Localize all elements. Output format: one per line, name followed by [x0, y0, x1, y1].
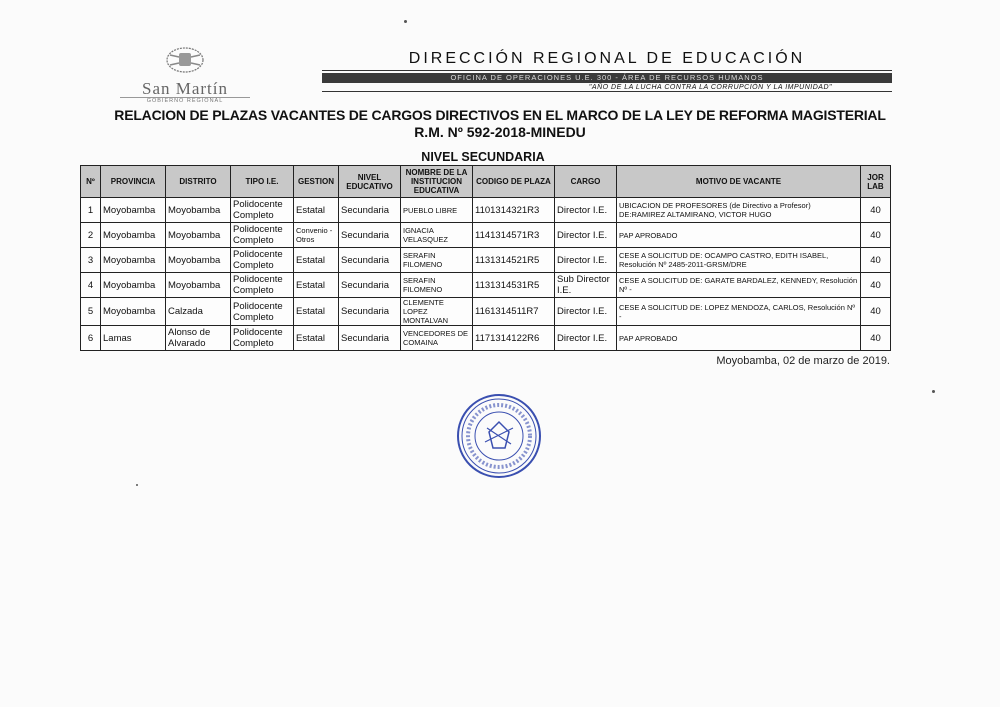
col-school-type-cell: Polidocente Completo	[231, 273, 294, 298]
col-province-cell: Moyobamba	[101, 198, 166, 223]
document-subtitle: R.M. Nº 592-2018-MINEDU	[414, 124, 586, 140]
col-level-cell: Secundaria	[339, 223, 401, 248]
table-row	[81, 248, 891, 273]
vacancies-table	[80, 165, 891, 351]
col-school-type-cell: Polidocente Completo	[231, 223, 294, 248]
col-level-cell: Secundaria	[339, 273, 401, 298]
col-district-header: DISTRITO	[166, 166, 231, 198]
col-school-name-cell: IGNACIA VELASQUEZ	[401, 223, 473, 248]
logo-name: San Martín	[141, 79, 229, 98]
col-management-cell: Estatal	[294, 298, 339, 326]
table-row	[81, 198, 891, 223]
coat-of-arms-icon	[162, 45, 208, 75]
col-position-cell: Director I.E.	[555, 223, 617, 248]
col-number-cell: 3	[81, 248, 101, 273]
motto-text: "AÑO DE LA LUCHA CONTRA LA CORRUPCIÓN Y LA IMPUNIDAD"	[588, 84, 832, 91]
col-province-cell: Moyobamba	[101, 298, 166, 326]
col-position-cell: Director I.E.	[555, 198, 617, 223]
col-school-type-cell: Polidocente Completo	[231, 326, 294, 351]
scan-speck	[404, 20, 407, 23]
scan-speck	[136, 484, 138, 486]
col-level-cell: Secundaria	[339, 326, 401, 351]
table-row	[81, 326, 891, 351]
col-vacancy-reason-cell: CESE A SOLICITUD DE: OCAMPO CASTRO, EDITH ISABEL, Resolución Nº 2485-2011-GRSM/DRE	[617, 248, 861, 273]
col-school-name-header: NOMBRE DE LA INSTITUCION EDUCATIVA	[401, 166, 473, 198]
col-position-cell: Director I.E.	[555, 326, 617, 351]
col-position-code-cell: 1131314531R5	[473, 273, 555, 298]
col-province-header: PROVINCIA	[101, 166, 166, 198]
col-vacancy-reason-cell: PAP APROBADO	[617, 223, 861, 248]
col-position-cell: Director I.E.	[555, 248, 617, 273]
office-bar: OFICINA DE OPERACIONES U.E. 300 - ÁREA DE RECURSOS HUMANOS	[322, 73, 892, 83]
col-vacancy-reason-cell: UBICACION DE PROFESORES (de Directivo a Profesor) DE:RAMIREZ ALTAMIRANO, VICTOR HUGO	[617, 198, 861, 223]
col-province-cell: Moyobamba	[101, 273, 166, 298]
level-heading: NIVEL SECUNDARIA	[421, 150, 545, 164]
col-school-type-cell: Polidocente Completo	[231, 298, 294, 326]
col-management-cell: Estatal	[294, 326, 339, 351]
col-number-header: Nº	[81, 166, 101, 198]
scan-speck	[932, 390, 935, 393]
institution-title: DIRECCIÓN REGIONAL DE EDUCACIÓN	[322, 50, 892, 71]
table-row	[81, 298, 891, 326]
col-school-name-cell: SERAFIN FILOMENO	[401, 273, 473, 298]
col-management-cell: Estatal	[294, 198, 339, 223]
col-vacancy-reason-header: MOTIVO DE VACANTE	[617, 166, 861, 198]
col-work-hours-cell: 40	[861, 248, 891, 273]
table-row	[81, 273, 891, 298]
col-level-cell: Secundaria	[339, 298, 401, 326]
col-school-name-cell: VENCEDORES DE COMAINA	[401, 326, 473, 351]
col-work-hours-cell: 40	[861, 273, 891, 298]
col-district-cell: Moyobamba	[166, 273, 231, 298]
col-school-type-cell: Polidocente Completo	[231, 248, 294, 273]
col-province-cell: Moyobamba	[101, 248, 166, 273]
table-header-row	[81, 166, 891, 198]
col-school-type-header: TIPO I.E.	[231, 166, 294, 198]
col-number-cell: 2	[81, 223, 101, 248]
col-management-cell: Convenio - Otros	[294, 223, 339, 248]
table-row	[81, 223, 891, 248]
col-position-code-cell: 1141314571R3	[473, 223, 555, 248]
table-body	[81, 198, 891, 351]
col-number-cell: 6	[81, 326, 101, 351]
year-motto	[322, 84, 892, 92]
col-district-cell: Moyobamba	[166, 198, 231, 223]
col-number-cell: 5	[81, 298, 101, 326]
col-position-code-cell: 1131314521R5	[473, 248, 555, 273]
col-vacancy-reason-cell: CESE A SOLICITUD DE: GARATE BARDALEZ, KENNEDY, Resolución Nº -	[617, 273, 861, 298]
document-title: RELACION DE PLAZAS VACANTES DE CARGOS DIRECTIVOS EN EL MARCO DE LA LEY DE REFORMA MAGISTERIAL	[114, 107, 886, 123]
col-number-cell: 4	[81, 273, 101, 298]
col-position-cell: Sub Director I.E.	[555, 273, 617, 298]
col-management-header: GESTION	[294, 166, 339, 198]
col-level-cell: Secundaria	[339, 248, 401, 273]
col-school-name-cell: PUEBLO LIBRE	[401, 198, 473, 223]
col-work-hours-cell: 40	[861, 223, 891, 248]
col-school-type-cell: Polidocente Completo	[231, 198, 294, 223]
col-work-hours-cell: 40	[861, 326, 891, 351]
logo-subtitle: GOBIERNO REGIONAL	[120, 97, 250, 104]
col-position-cell: Director I.E.	[555, 298, 617, 326]
col-work-hours-header: JOR LAB	[861, 166, 891, 198]
date-line: Moyobamba, 02 de marzo de 2019.	[716, 355, 890, 367]
col-position-code-cell: 1161314511R7	[473, 298, 555, 326]
col-position-header: CARGO	[555, 166, 617, 198]
official-seal-stamp	[455, 392, 543, 480]
col-district-cell: Moyobamba	[166, 248, 231, 273]
col-district-cell: Calzada	[166, 298, 231, 326]
col-district-cell: Alonso de Alvarado	[166, 326, 231, 351]
col-work-hours-cell: 40	[861, 298, 891, 326]
col-level-cell: Secundaria	[339, 198, 401, 223]
col-school-name-cell: CLEMENTE LOPEZ MONTALVAN	[401, 298, 473, 326]
col-position-code-header: CODIGO DE PLAZA	[473, 166, 555, 198]
col-level-header: NIVEL EDUCATIVO	[339, 166, 401, 198]
col-vacancy-reason-cell: CESE A SOLICITUD DE: LOPEZ MENDOZA, CARLOS, Resolución Nº -	[617, 298, 861, 326]
col-province-cell: Lamas	[101, 326, 166, 351]
col-province-cell: Moyobamba	[101, 223, 166, 248]
col-position-code-cell: 1101314321R3	[473, 198, 555, 223]
col-district-cell: Moyobamba	[166, 223, 231, 248]
col-management-cell: Estatal	[294, 273, 339, 298]
col-work-hours-cell: 40	[861, 198, 891, 223]
col-vacancy-reason-cell: PAP APROBADO	[617, 326, 861, 351]
col-management-cell: Estatal	[294, 248, 339, 273]
col-number-cell: 1	[81, 198, 101, 223]
col-position-code-cell: 1171314122R6	[473, 326, 555, 351]
regional-government-logo	[100, 45, 270, 104]
col-school-name-cell: SERAFIN FILOMENO	[401, 248, 473, 273]
